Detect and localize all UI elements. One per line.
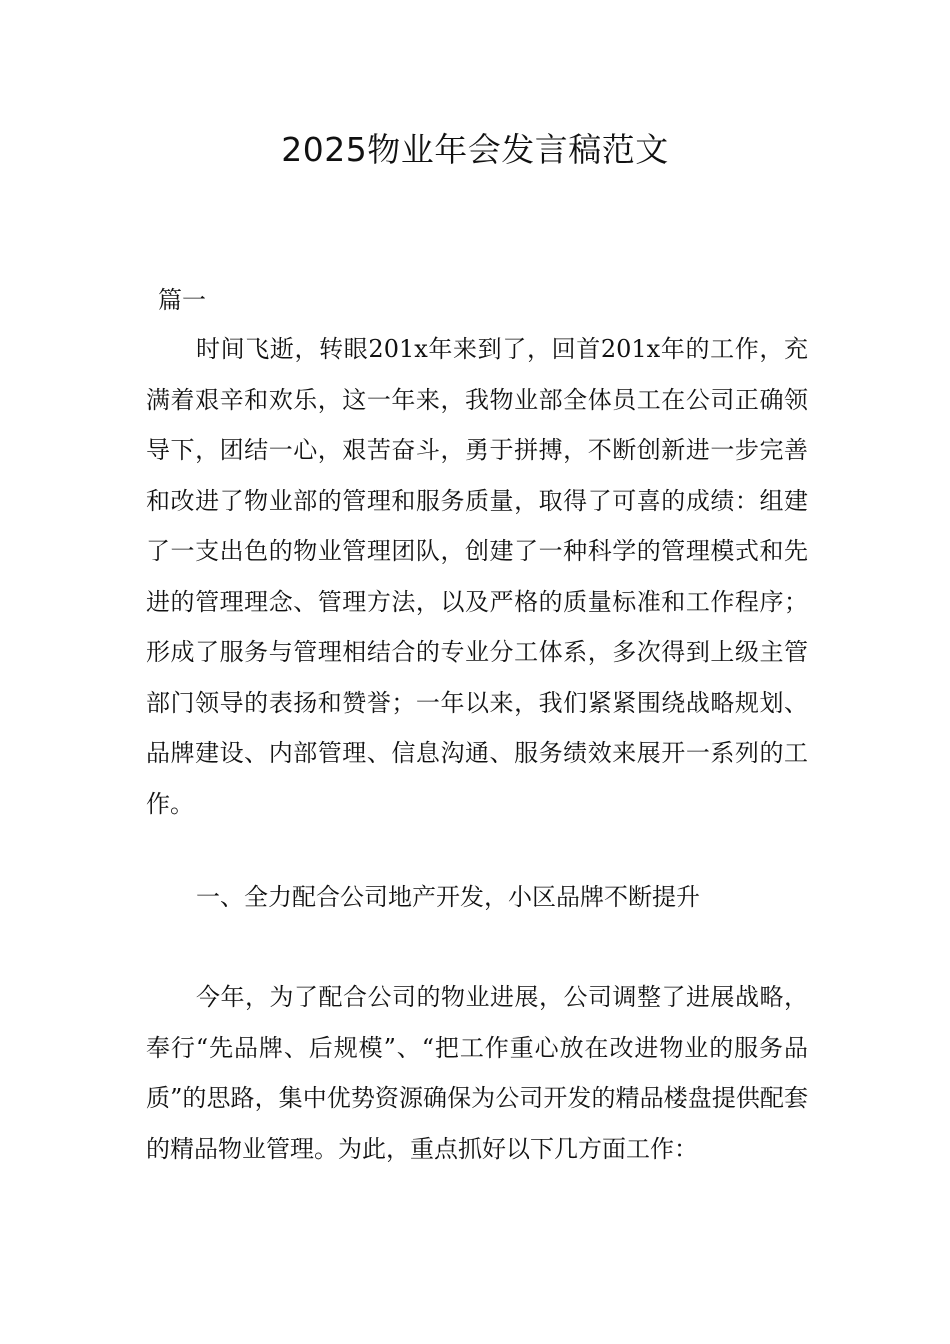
section-heading-1: 一、全力配合公司地产开发，小区品牌不断提升 bbox=[196, 883, 700, 911]
body-paragraph-1: 时间飞逝，转眼201x年来到了，回首201x年的工作，充满着艰辛和欢乐，这一年来，我物业部全体员工在公司正确领导下，团结一心，艰苦奋斗，勇于拼搏，不断创新进一步完善和改进了物业部的管理和服务质量，取得了可喜的成绩：组建了一支出色的物业管理团队，创建了一种科学的管理模式和先进的管理理念、管理方法，以及严格的质量标准和工作程序；形成了服务与管理相结合的专业分工体系，多次得到上级主管部门领导的表扬和赞誉；一年以来，我们紧紧围绕战略规划、品牌建设、内部管理、信息沟通、服务绩效来展开一系列的工作。 bbox=[146, 335, 808, 818]
section-label: 篇一 bbox=[158, 286, 206, 314]
body-paragraph-2: 今年，为了配合公司的物业进展，公司调整了进展战略，奉行“先品牌、后规模”、“把工作重心放在改进物业的服务品质”的思路，集中优势资源确保为公司开发的精品楼盘提供配套的精品物业管理。为此，重点抓好以下几方面工作： bbox=[146, 983, 808, 1163]
document-title: 2025物业年会发言稿范文 bbox=[281, 130, 669, 169]
